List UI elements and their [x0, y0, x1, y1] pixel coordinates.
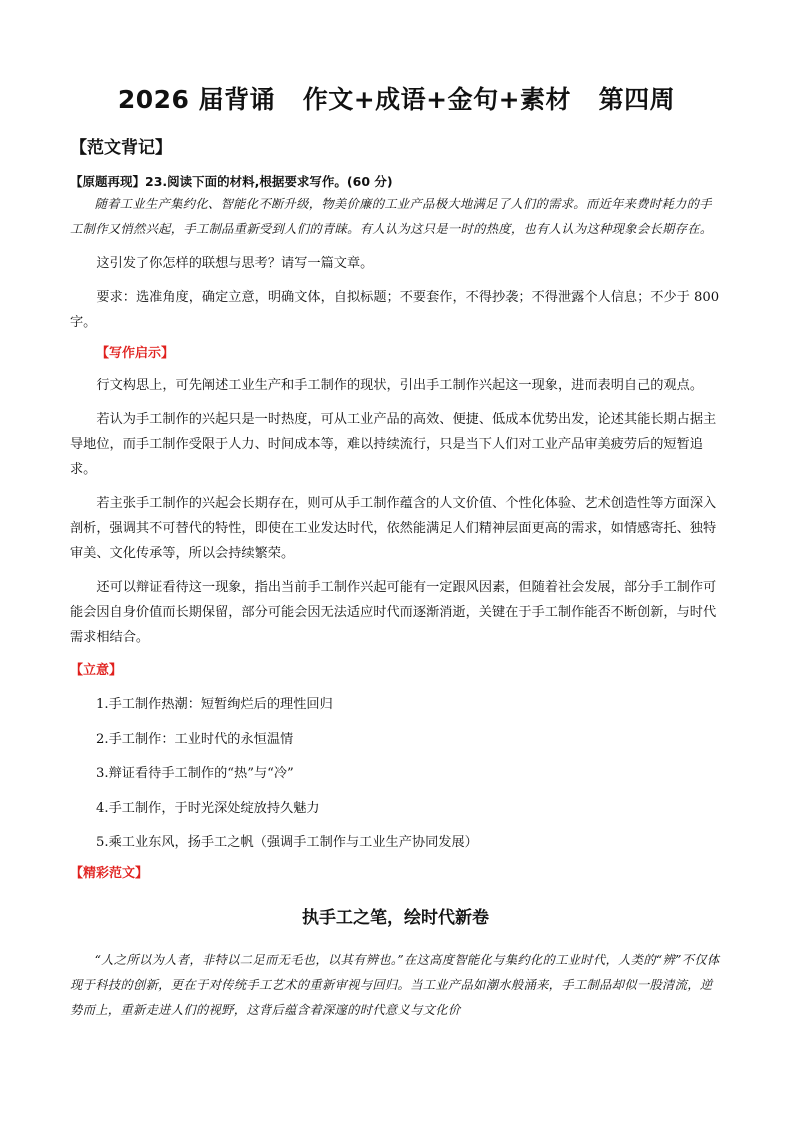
- theme-item: 3.辩证看待手工制作的“热”与“冷”: [96, 766, 294, 781]
- writing-tips-label: 【写作启示】: [96, 346, 175, 361]
- section-header: 【范文背记】: [70, 138, 172, 158]
- requirements-paragraph: 要求：选准角度，确定立意，明确文体，自拟标题；不要套作，不得抄袭；不得泄露个人信息；不少于 800 字。: [70, 290, 720, 330]
- theme-item: 4.手工制作，于时光深处绽放持久魅力: [96, 800, 320, 816]
- essay-title: 执手工之笔，绘时代新卷: [302, 907, 489, 928]
- question-line: [70, 172, 721, 192]
- writing-tip-paragraph: 若主张手工制作的兴起会长期存在，则可从手工制作蕴含的人文价值、个性化体验、艺术创造性等方面深入剖析，强调其不可替代的特性，即使在工业发达时代，依然能满足人们精神层面更高的需求，如情感寄托、独特审美、文化传承等，所以会持续繁荣。: [70, 496, 717, 561]
- essay-opening-paragraph: “人之所以为人者，非特以二足而无毛也，以其有辨也。”在这高度智能化与集约化的工业时代，人类的“辨”不仅体现于科技的创新，更在于对传统手工艺术的重新审视与回归。当工业产品如潮水般涌来，手工制品却似一股清流，逆势而上，重新走进人们的视野，这背后蕴含着深邃的时代意义与文化价: [70, 952, 720, 1017]
- theme-item: 1.手工制作热潮：短暂绚烂后的理性回归: [96, 697, 333, 712]
- theme-list: [70, 695, 721, 853]
- material-paragraph: 随着工业生产集约化、智能化不断升级，物美价廉的工业产品极大地满足了人们的需求。而近年来费时耗力的手工制作又悄然兴起，手工制品重新受到人们的青睐。有人认为这只是一时的热度，也有人认为这种现象会长期存在。: [70, 197, 713, 236]
- question-prompt: 23.阅读下面的材料,根据要求写作。(60 分): [145, 174, 393, 189]
- theme-item: 5.乘工业东风，扬手工之帆（强调手工制作与工业生产协同发展）: [96, 835, 478, 850]
- question-label: 【原题再现】: [70, 174, 146, 189]
- writing-tip-paragraph: 若认为手工制作的兴起只是一时热度，可从工业产品的高效、便捷、低成本优势出发，论述其能长期占据主导地位，而手工制作受限于人力、时间成本等，难以持续流行，只是当下人们对工业产品审美疲劳后的短暂追求。: [70, 412, 717, 477]
- document-title: 2026 届背诵 作文+成语+金句+素材 第四周: [117, 85, 676, 114]
- model-essay-label: 【精彩范文】: [70, 865, 149, 881]
- theme-label: 【立意】: [70, 663, 123, 678]
- writing-tip-paragraph: 还可以辩证看待这一现象，指出当前手工制作兴起可能有一定跟风因素，但随着社会发展，部分手工制作可能会因自身价值而长期保留，部分可能会因无法适应时代而逐渐消逝，关键在于手工制作能否不断创新，与时代需求相结合。: [70, 580, 717, 645]
- prompt-question: 这引发了你怎样的联想与思考？请写一篇文章。: [96, 256, 374, 271]
- document-body: [70, 172, 721, 1023]
- writing-tip-paragraph: 行文构思上，可先阐述工业生产和手工制作的现状，引出手工制作兴起这一现象，进而表明自己的观点。: [96, 378, 704, 393]
- theme-item: 2.手工制作：工业时代的永恒温情: [96, 731, 294, 747]
